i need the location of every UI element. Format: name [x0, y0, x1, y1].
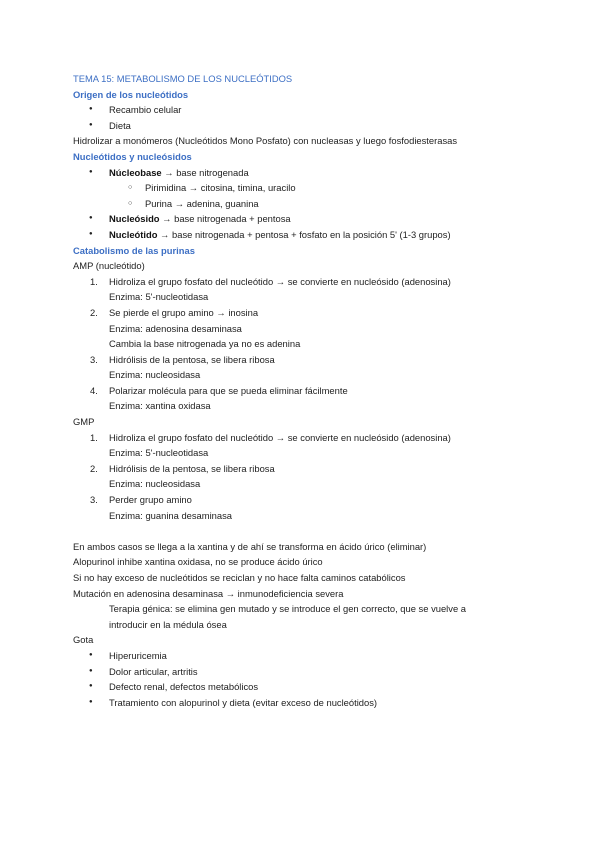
list-item	[73, 211, 573, 227]
sub-list-item: ○ Purina → adenina, guanina	[73, 196, 573, 212]
list-item	[73, 165, 573, 181]
sub-list-item: ○ Pirimidina → citosina, timina, uracilo	[73, 180, 573, 196]
list-item: ● Hiperuricemia	[73, 648, 573, 664]
step-detail: Cambia la base nitrogenada ya no es adenina	[109, 338, 301, 350]
step-detail: Enzima: 5'-nucleotidasa	[109, 291, 209, 303]
step-text: Polarizar molécula para que se pueda eliminar fácilmente	[109, 384, 348, 396]
step-detail: Enzima: nucleosidasa	[109, 478, 201, 490]
gmp-label: GMP	[73, 416, 95, 428]
gota-label: Gota	[73, 634, 94, 646]
heading-origen: Origen de los nucleótidos	[73, 88, 189, 100]
definition: → base nitrogenada + pentosa + fosfato en la posición 5' (1-3 grupos)	[157, 228, 451, 240]
step-detail: Enzima: guanina desaminasa	[109, 509, 232, 521]
list-item	[73, 227, 573, 243]
heading-catabolismo: Catabolismo de las purinas	[73, 244, 195, 256]
gmp-step	[73, 492, 573, 508]
document-page	[73, 71, 573, 710]
step-number: 4.	[90, 384, 98, 396]
step-detail: Enzima: adenosina desaminasa	[109, 322, 242, 334]
amp-step	[73, 274, 573, 290]
amp-step	[73, 383, 573, 399]
paragraph-indented: introducir en la médula ósea	[109, 618, 227, 630]
paragraph: Si no hay exceso de nucleótidos se reciclan y no hace falta caminos catabólicos	[73, 572, 406, 583]
spacer	[73, 523, 573, 539]
step-number: 2.	[90, 462, 98, 474]
step-text: Hidrólisis de la pentosa, se libera ribosa	[109, 353, 275, 365]
step-text: Hidroliza el grupo fosfato del nucleótido → se convierte en nucleósido (adenosina)	[109, 431, 451, 443]
gmp-step	[73, 461, 573, 477]
step-number: 1.	[90, 275, 98, 287]
amp-step	[73, 352, 573, 368]
term: Nucleósido	[109, 213, 160, 225]
list-item: ● Dolor articular, artritis	[73, 664, 573, 680]
paragraph-indented: Terapia génica: se elimina gen mutado y se introduce el gen correcto, que se vuelve a	[109, 603, 466, 615]
step-number: 3.	[90, 353, 98, 365]
list-item: ● Tratamiento con alopurinol y dieta (evitar exceso de nucleótidos)	[73, 695, 573, 711]
step-text: Hidroliza el grupo fosfato del nucleótido → se convierte en nucleósido (adenosina)	[109, 275, 451, 287]
step-text: Perder grupo amino	[109, 494, 192, 506]
paragraph: Hidrolizar a monómeros (Nucleótidos Mono Posfato) con nucleasas y luego fosfodiesterasas	[73, 135, 458, 147]
step-number: 1.	[90, 431, 98, 443]
amp-step	[73, 305, 573, 321]
definition: → base nitrogenada + pentosa	[159, 213, 291, 225]
paragraph: En ambos casos se llega a la xantina y de ahí se transforma en ácido úrico (eliminar)	[73, 540, 427, 552]
step-number: 2.	[90, 306, 98, 318]
step-text: Se pierde el grupo amino → inosina	[109, 306, 259, 318]
paragraph: Alopurinol inhibe xantina oxidasa, no se produce ácido úrico	[73, 556, 323, 568]
step-detail: Enzima: 5'-nucleotidasa	[109, 447, 209, 459]
list-item: ● Recambio celular	[73, 102, 573, 118]
amp-label: AMP (nucleótido)	[73, 260, 145, 272]
gmp-step	[73, 430, 573, 446]
term: Nucleótido	[109, 228, 158, 240]
term: Núcleobase	[109, 166, 162, 178]
list-item: ● Defecto renal, defectos metabólicos	[73, 679, 573, 695]
paragraph: Mutación en adenosina desaminasa → inmunodeficiencia severa	[73, 587, 344, 599]
page-title: TEMA 15: METABOLISMO DE LOS NUCLEÓTIDOS	[73, 73, 293, 84]
heading-nucleotidos: Nucleótidos y nucleósidos	[73, 150, 192, 162]
list-item: ● Dieta	[73, 118, 573, 134]
step-number: 3.	[90, 494, 98, 506]
step-text: Hidrólisis de la pentosa, se libera ribosa	[109, 462, 275, 474]
step-detail: Enzima: nucleosidasa	[109, 369, 201, 381]
step-detail: Enzima: xantina oxidasa	[109, 400, 211, 412]
definition: → base nitrogenada	[161, 166, 249, 178]
